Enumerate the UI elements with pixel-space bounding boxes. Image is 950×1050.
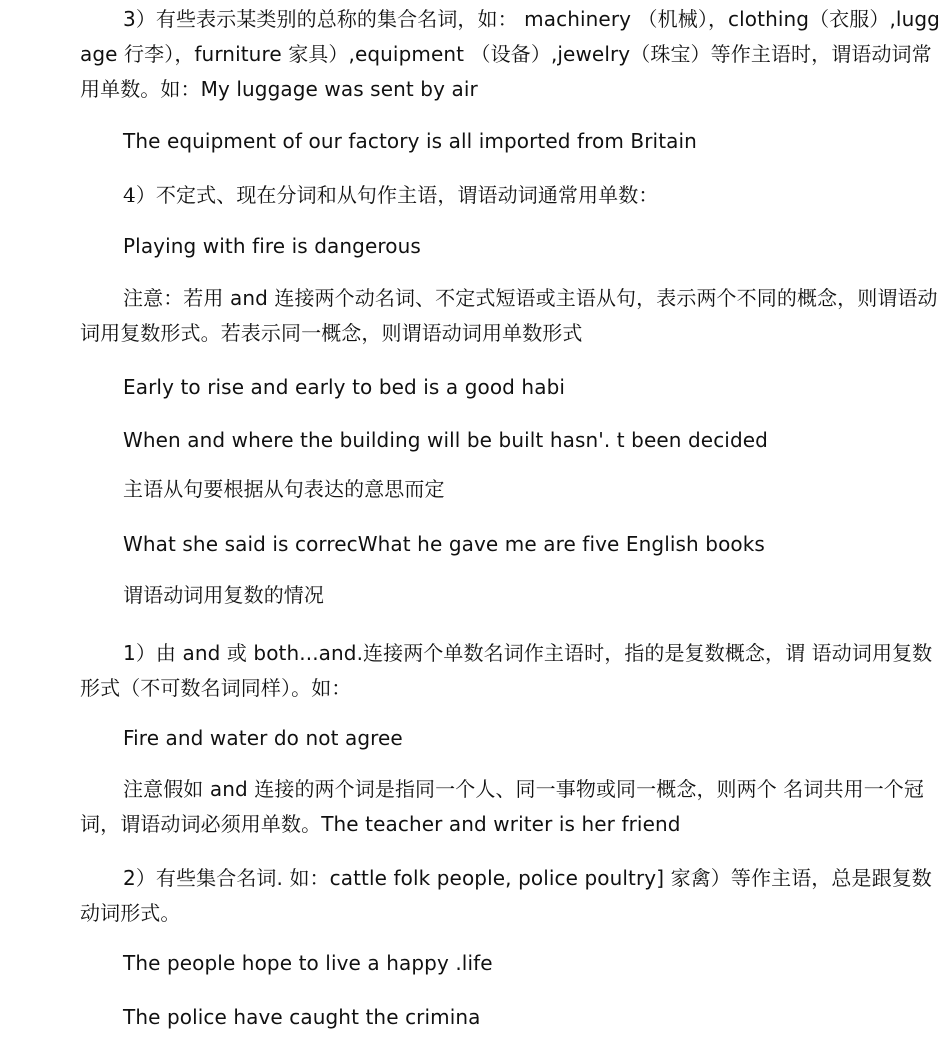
example-equipment: The equipment of our factory is all imported from Britain bbox=[123, 129, 697, 153]
example-when-and-where: When and where the building will be built hasn'. t been decided bbox=[123, 428, 768, 452]
example-what-she-said: What she said is correcWhat he gave me are five English books bbox=[123, 532, 765, 556]
example-playing-with-fire: Playing with fire is dangerous bbox=[123, 234, 421, 258]
paragraph-collective-nouns-singular: 3）有些表示某类别的总称的集合名词，如： machinery （机械），clothing（衣服）,luggage 行李），furniture 家具）,equipment （设备）,jewelry（珠宝）等作主语时，谓语动词常用单数。如：My luggage was sent by air bbox=[80, 7, 940, 101]
paragraph-both-and: 1）由 and 或 both...and.连接两个单数名词作主语时，指的是复数概念，谓 语动词用复数形式（不可数名词同样）。如： bbox=[80, 641, 933, 700]
paragraph-note-and-connection: 注意：若用 and 连接两个动名词、不定式短语或主语从句，表示两个不同的概念，则谓语动词用复数形式。若表示同一概念，则谓语动词用单数形式 bbox=[80, 286, 938, 345]
paragraph-note-same-person: 注意假如 and 连接的两个词是指同一个人、同一事物或同一概念，则两个 名词共用一个冠词，谓语动词必须用单数。The teacher and writer is her friend bbox=[80, 777, 924, 836]
paragraph-subject-clause-meaning: 主语从句要根据从句表达的意思而定 bbox=[123, 477, 445, 501]
section-heading-plural-verbs: 谓语动词用复数的情况 bbox=[123, 583, 324, 607]
paragraph-infinitive-subject: 4）不定式、现在分词和从句作主语，谓语动词通常用单数： bbox=[123, 183, 659, 207]
example-police-caught: The police have caught the crimina bbox=[123, 1005, 481, 1029]
example-people-hope: The people hope to live a happy .life bbox=[123, 951, 493, 975]
example-early-to-rise: Early to rise and early to bed is a good habi bbox=[123, 375, 566, 399]
example-fire-and-water: Fire and water do not agree bbox=[123, 726, 403, 750]
paragraph-collective-plural: 2）有些集合名词. 如：cattle folk people, police poultry] 家禽）等作主语，总是跟复数动词形式。 bbox=[80, 866, 932, 925]
